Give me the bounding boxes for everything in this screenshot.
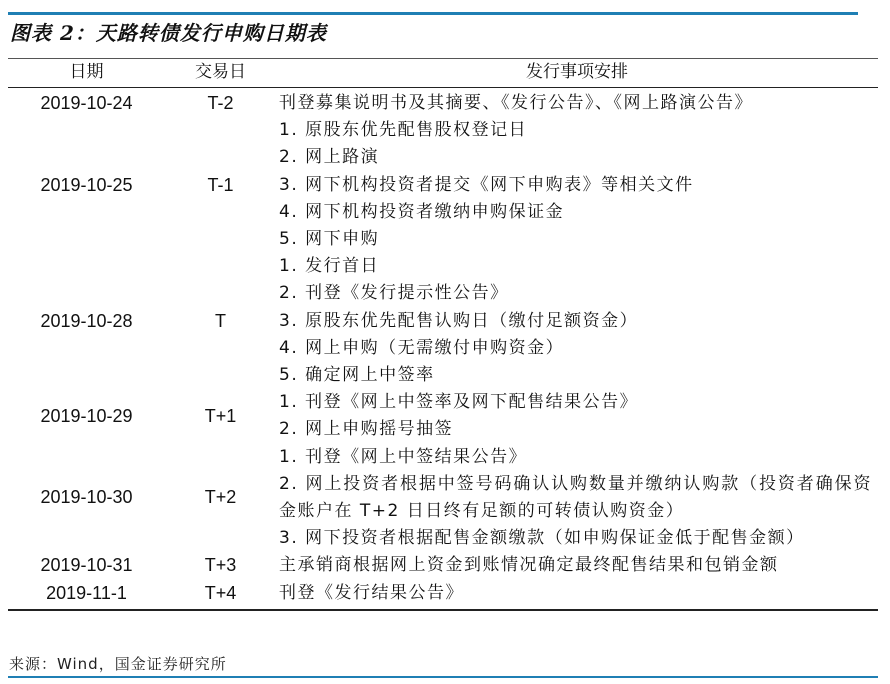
header-date: 日期 [69,62,104,83]
row-items [276,389,878,443]
row-trading-day: T-2 [207,93,234,113]
schedule-item: 1. 发行首日 [279,256,380,277]
bottom-rule [8,676,878,678]
row-items [276,444,878,553]
schedule-item: 5. 网下申购 [279,229,380,250]
schedule-item: 刊登《发行结果公告》 [279,582,464,603]
row-trading-day: T+3 [204,555,237,576]
row-date: 2019-10-30 [40,487,133,508]
header-row [8,59,878,88]
schedule-item: 1. 刊登《网上中签率及网下配售结果公告》 [279,392,639,413]
schedule-item: 4. 网上申购（无需缴付申购资金） [279,337,565,358]
row-items [276,88,878,118]
table-row [8,117,878,253]
row-items [276,253,878,389]
figure-title: 图表 2：天路转债发行申购日期表 [10,21,327,45]
schedule-item: 1. 刊登《网上中签结果公告》 [279,446,528,467]
schedule-item: 4. 网下机构投资者缴纳申购保证金 [279,201,565,222]
row-date: 2019-10-28 [40,310,133,331]
table-row [8,552,878,579]
header-items: 发行事项安排 [526,62,628,83]
schedule-item: 1. 原股东优先配售股权登记日 [279,120,528,141]
row-date: 2019-11-1 [8,580,165,610]
schedule-item: 3. 网下投资者根据配售金额缴款（如申购保证金低于配售金额） [279,528,805,549]
table-row [8,88,878,118]
row-date: 2019-10-31 [40,555,133,576]
table-row [8,389,878,443]
schedule-item: 2. 网上路演 [279,147,380,168]
table-row [8,580,878,610]
table-row [8,444,878,553]
row-date: 2019-10-29 [40,405,133,426]
row-date: 2019-10-25 [40,174,133,195]
source-note: 来源：Wind，国金证券研究所 [9,655,227,673]
header-trading-day: 交易日 [195,62,246,83]
schedule-item: 3. 网下机构投资者提交《网下申购表》等相关文件 [279,174,694,195]
row-items [276,580,878,610]
schedule-item: 2. 网上投资者根据中签号码确认认购数量并缴纳认购款（投资者确保资金账户在 T+2 日日终有足额的可转债认购资金） [279,473,872,522]
row-items [276,552,878,579]
table-row [8,253,878,389]
row-trading-day: T+1 [204,405,237,426]
schedule-table [8,58,878,611]
row-trading-day: T+4 [165,580,276,610]
schedule-item: 刊登募集说明书及其摘要、《发行公告》、《网上路演公告》 [279,93,753,113]
schedule-item: 2. 网上申购摇号抽签 [279,419,454,440]
schedule-item: 5. 确定网上中签率 [279,365,435,386]
row-trading-day: T [215,310,226,331]
schedule-item: 3. 原股东优先配售认购日（缴付足额资金） [279,310,639,331]
row-trading-day: T-1 [207,174,234,195]
row-items [276,117,878,253]
table-body [8,88,878,610]
row-trading-day: T+2 [204,487,237,508]
schedule-item: 主承销商根据网上资金到账情况确定最终配售结果和包销金额 [279,555,779,576]
top-rule [8,12,858,15]
schedule-item: 2. 刊登《发行提示性公告》 [279,283,509,304]
row-date: 2019-10-24 [40,93,133,113]
